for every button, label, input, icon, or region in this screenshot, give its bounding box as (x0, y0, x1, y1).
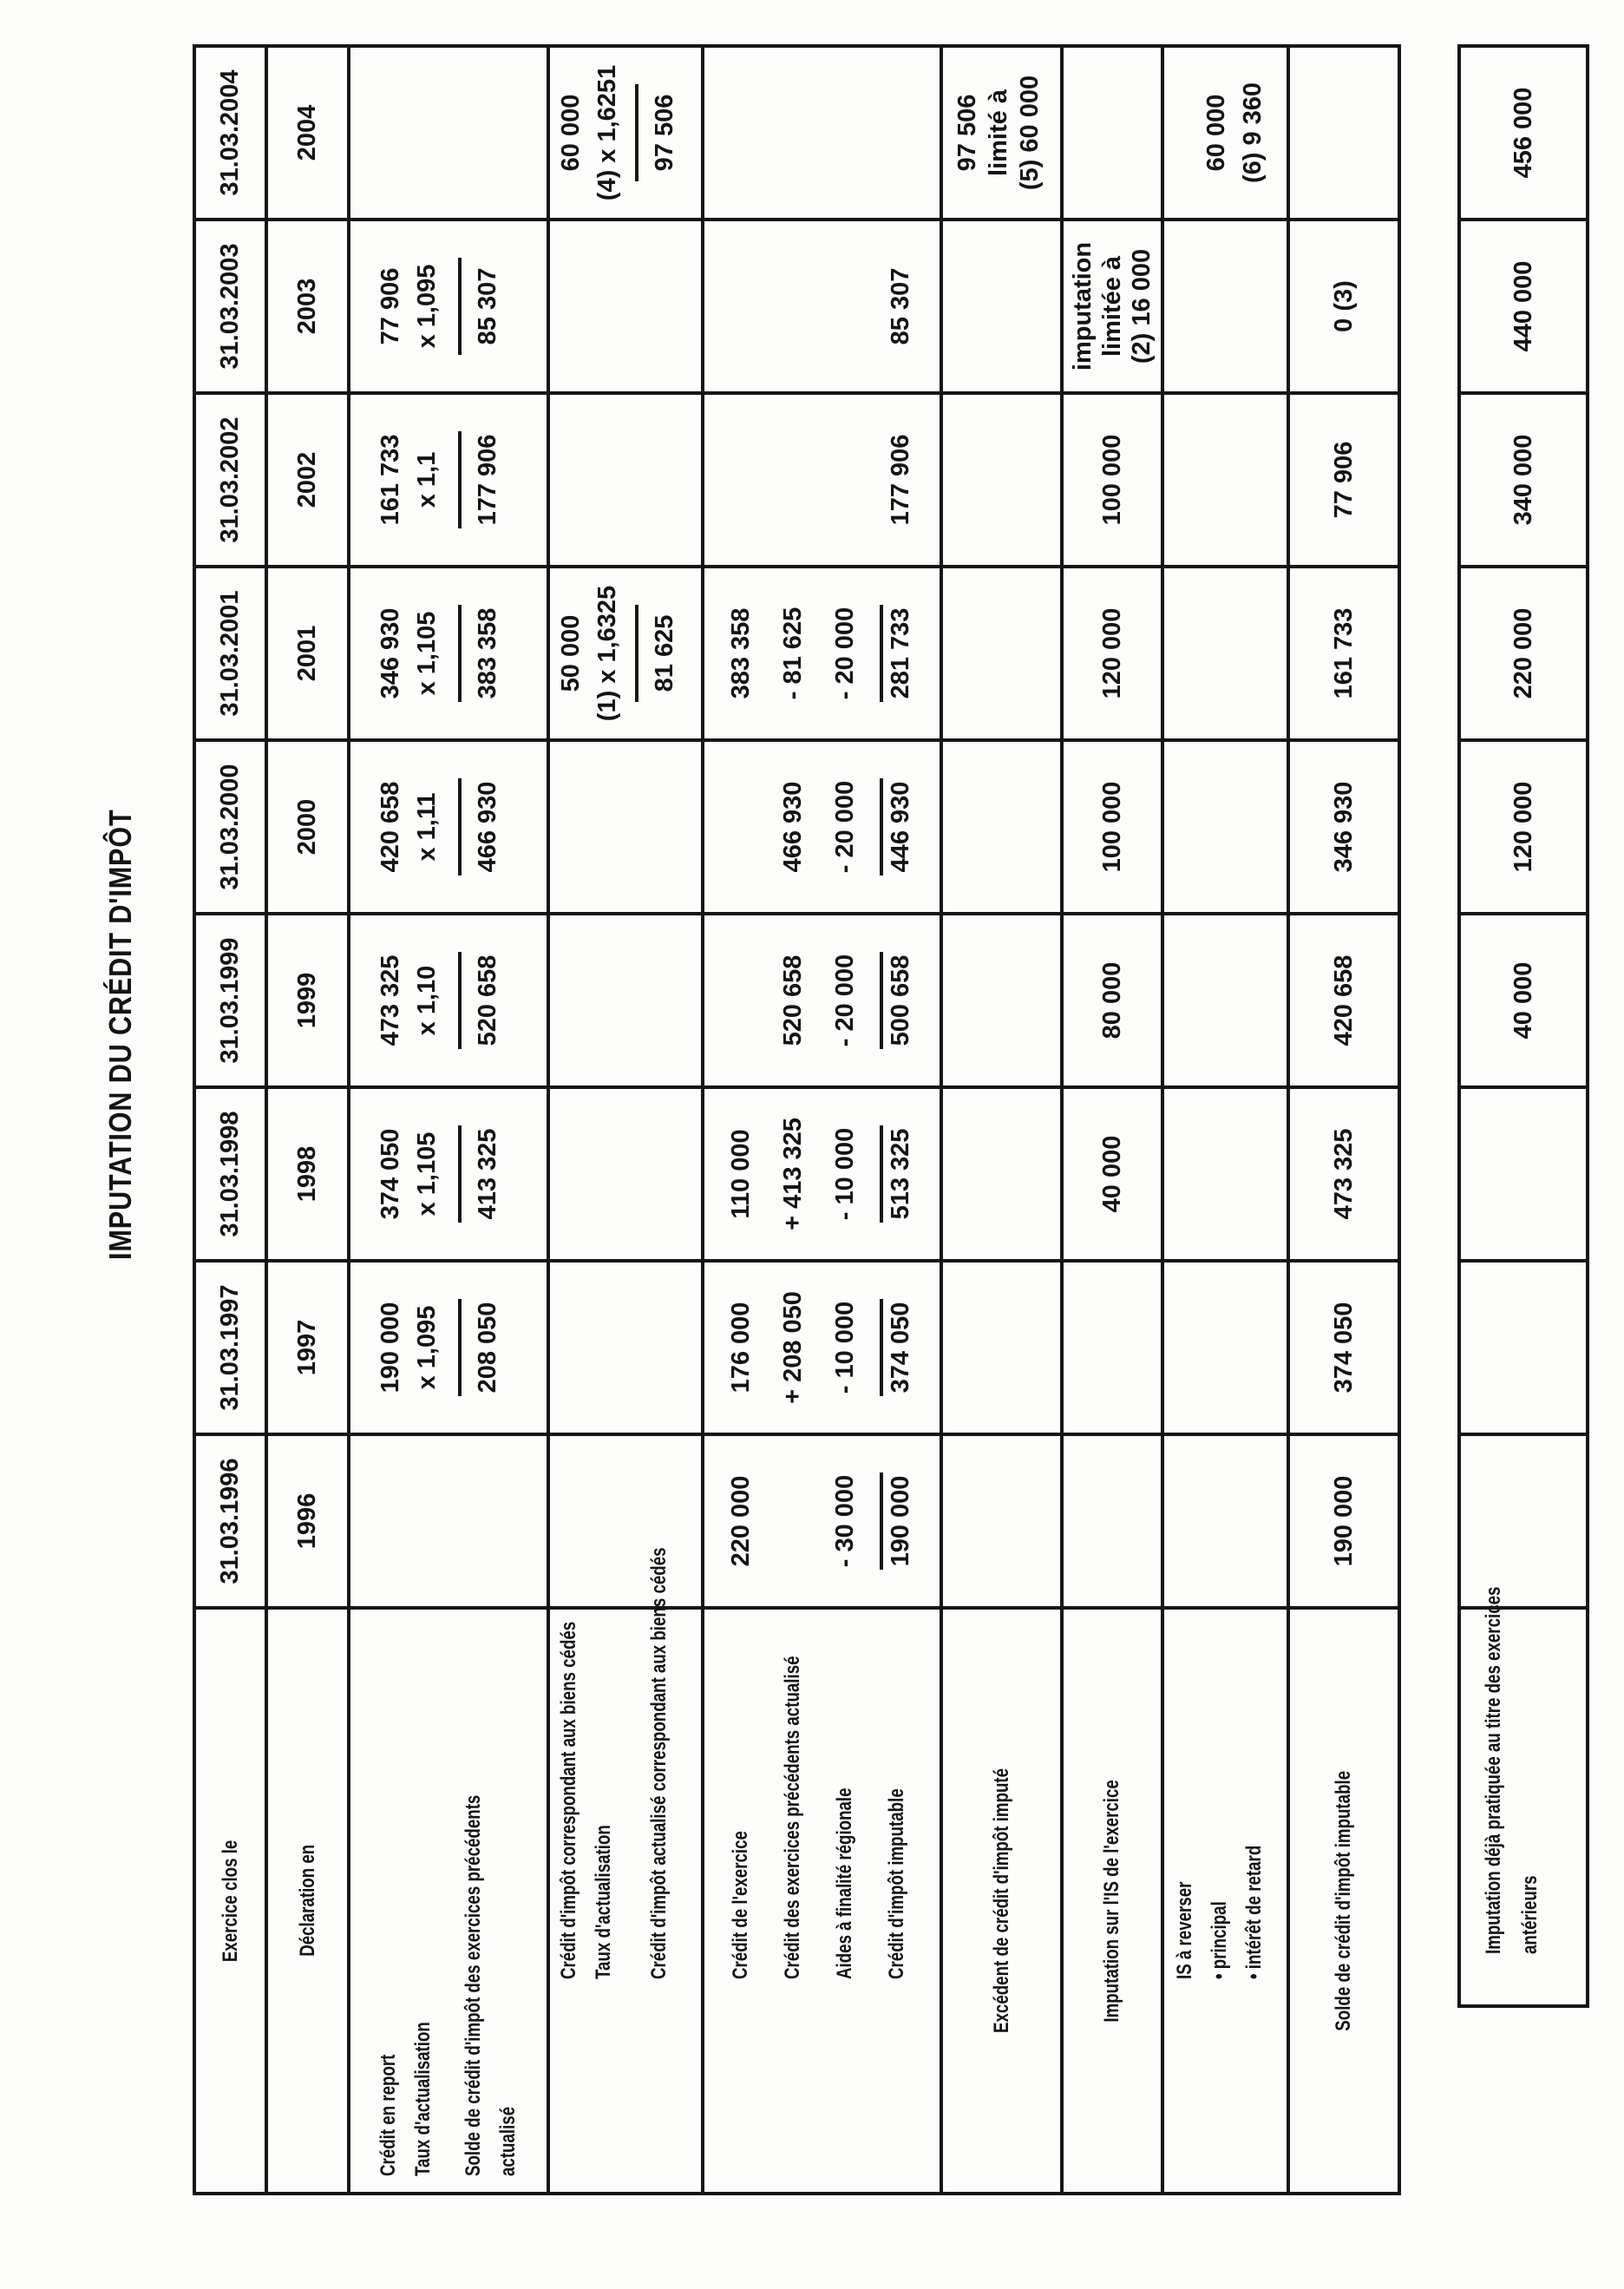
row-label-imputation-is: Imputation sur l'IS de l'exercice (1064, 1606, 1164, 2192)
value-cell: 420 658 (1290, 912, 1401, 1085)
value-cell: 220 000 - 30 000 190 000 (704, 1433, 943, 1606)
empty-cell (1164, 565, 1290, 738)
row-label-declaration: Déclaration en (268, 1606, 350, 2192)
row-label-is-a-reverser: IS à reverser • principal • intérêt de retard (1164, 1606, 1290, 2192)
empty-cell (1064, 44, 1164, 218)
sum-line (635, 605, 638, 702)
empty-cell (550, 738, 704, 912)
empty-cell (1164, 738, 1290, 912)
value-cell: 456 000 (1461, 44, 1589, 218)
row-label-exercice-clos (196, 1606, 268, 2192)
sum-line (880, 1125, 883, 1223)
row-label-credit-exercice: Crédit de l'exercice Crédit des exercices précédents actualisé Aides à finalité régionale Crédit d'impôt imputable (704, 1606, 943, 2192)
empty-cell (943, 565, 1064, 738)
value-cell: 110 000 + 413 325 - 10 000 513 325 (704, 1085, 943, 1259)
empty-cell (943, 391, 1064, 565)
empty-cell (350, 44, 550, 218)
empty-cell (943, 1259, 1064, 1433)
value-cell: 0 (3) (1290, 218, 1401, 391)
value-cell: 440 000 (1461, 218, 1589, 391)
value-cell: 85 307 (704, 218, 943, 391)
value-cell (1461, 1433, 1589, 1606)
value-cell: 120 000 (1461, 738, 1589, 912)
value-cell: 420 658 x 1,11 466 930 (350, 738, 550, 912)
empty-cell (550, 912, 704, 1085)
empty-cell (1164, 218, 1290, 391)
row-label-excedent: Excédent de crédit d'impôt imputé (943, 1606, 1064, 2192)
year-cell: 31.03.2000 (196, 738, 268, 912)
sum-line (880, 1299, 883, 1396)
sum-line (880, 778, 883, 876)
year-cell: 31.03.1998 (196, 1085, 268, 1259)
value-cell: 473 325 x 1,10 520 658 (350, 912, 550, 1085)
value-cell: 120 000 (1064, 565, 1164, 738)
empty-cell (1290, 44, 1401, 218)
empty-cell (550, 1085, 704, 1259)
empty-cell (1164, 1433, 1290, 1606)
year-cell: 31.03.1999 (196, 912, 268, 1085)
year-cell: 31.03.1997 (196, 1259, 268, 1433)
value-cell: 100 000 (1064, 391, 1164, 565)
value-cell: 161 733 (1290, 565, 1401, 738)
value-cell: 340 000 (1461, 391, 1589, 565)
value-cell: 77 906 (1290, 391, 1401, 565)
year-cell: 2004 (268, 44, 350, 218)
sum-line (458, 1125, 462, 1223)
row-label-solde-imputable: Solde de crédit d'impôt imputable (1290, 1606, 1401, 2192)
year-cell: 31.03.1996 (196, 1433, 268, 1606)
empty-cell (550, 218, 704, 391)
sum-line (458, 431, 462, 528)
value-cell: 40 000 (1064, 1085, 1164, 1259)
row-label-imputation-anterieure: Imputation déjà pratiquée au titre des exercices antérieurs (1461, 1606, 1589, 2004)
value-cell: 466 930 - 20 000 446 930 (704, 738, 943, 912)
value-cell: 177 906 (704, 391, 943, 565)
empty-cell (350, 1433, 550, 1606)
value-cell: 383 358 - 81 625 - 20 000 281 733 (704, 565, 943, 738)
empty-cell (943, 738, 1064, 912)
value-cell: 374 050 x 1,105 413 325 (350, 1085, 550, 1259)
year-cell: 1998 (268, 1085, 350, 1259)
row-label-text: Exercice clos le (218, 1840, 242, 1962)
empty-cell (943, 218, 1064, 391)
rotated-sheet (0, 36, 1624, 2284)
year-cell: 2002 (268, 391, 350, 565)
empty-cell (1164, 1259, 1290, 1433)
value-cell: 80 000 (1064, 912, 1164, 1085)
value-cell: 50 000 (1) x 1,6325 81 625 (550, 565, 704, 738)
sum-line (458, 1299, 462, 1396)
empty-cell (1164, 1085, 1290, 1259)
sum-line (458, 778, 462, 876)
value-cell: 77 906 x 1,095 85 307 (350, 218, 550, 391)
value-cell: 346 930 x 1,105 383 358 (350, 565, 550, 738)
year-cell: 31.03.2002 (196, 391, 268, 565)
value-cell: 100 000 (1064, 738, 1164, 912)
year-cell: 2003 (268, 218, 350, 391)
sum-line (880, 605, 883, 702)
empty-cell (943, 1085, 1064, 1259)
sum-line (635, 84, 638, 181)
year-cell: 31.03.2003 (196, 218, 268, 391)
empty-cell (1064, 1259, 1164, 1433)
sum-line (458, 952, 462, 1049)
year-cell: 31.03.2004 (196, 44, 268, 218)
empty-cell (550, 1259, 704, 1433)
value-cell: 60 000 (6) 9 360 (1164, 44, 1290, 218)
value-cell (1461, 1259, 1589, 1433)
sum-line (880, 1472, 883, 1570)
row-label-biens-cedes: Crédit d'impôt correspondant aux biens cédés Taux d'actualisation Crédit d'impôt actualisé correspondant aux biens cédés (550, 1606, 704, 2192)
empty-cell (1064, 1433, 1164, 1606)
sum-line (458, 258, 462, 355)
value-cell: 520 658 - 20 000 500 658 (704, 912, 943, 1085)
value-cell: 473 325 (1290, 1085, 1401, 1259)
sum-line (458, 605, 462, 702)
value-cell: 190 000 (1290, 1433, 1401, 1606)
value-cell: 161 733 x 1,1 177 906 (350, 391, 550, 565)
year-cell: 1999 (268, 912, 350, 1085)
empty-cell (550, 391, 704, 565)
empty-cell (943, 912, 1064, 1085)
value-cell: 190 000 x 1,095 208 050 (350, 1259, 550, 1433)
year-cell: 1997 (268, 1259, 350, 1433)
empty-cell (550, 1433, 704, 1606)
empty-cell (704, 44, 943, 218)
value-cell: 60 000 (4) x 1,6251 97 506 (550, 44, 704, 218)
value-cell: 97 506 limité à (5) 60 000 (943, 44, 1064, 218)
empty-cell (1164, 912, 1290, 1085)
value-cell: 176 000 + 208 050 - 10 000 374 050 (704, 1259, 943, 1433)
value-cell: 374 050 (1290, 1259, 1401, 1433)
year-cell: 31.03.2001 (196, 565, 268, 738)
empty-cell (1164, 391, 1290, 565)
empty-cell (943, 1433, 1064, 1606)
year-cell: 2000 (268, 738, 350, 912)
value-cell: 346 930 (1290, 738, 1401, 912)
year-cell: 1996 (268, 1433, 350, 1606)
value-cell: imputation limitée à (2) 16 000 (1064, 218, 1164, 391)
bottom-table (1457, 44, 1589, 2008)
year-cell: 2001 (268, 565, 350, 738)
main-table (193, 44, 1401, 2195)
value-cell: 40 000 (1461, 912, 1589, 1085)
value-cell: 220 000 (1461, 565, 1589, 738)
row-label-credit-en-report: Crédit en report Taux d'actualisation Solde de crédit d'impôt des exercices précédents actualisé (350, 1606, 550, 2192)
page-title: IMPUTATION DU CRÉDIT D'IMPÔT (102, 809, 138, 1260)
sum-line (880, 952, 883, 1049)
value-cell (1461, 1085, 1589, 1259)
